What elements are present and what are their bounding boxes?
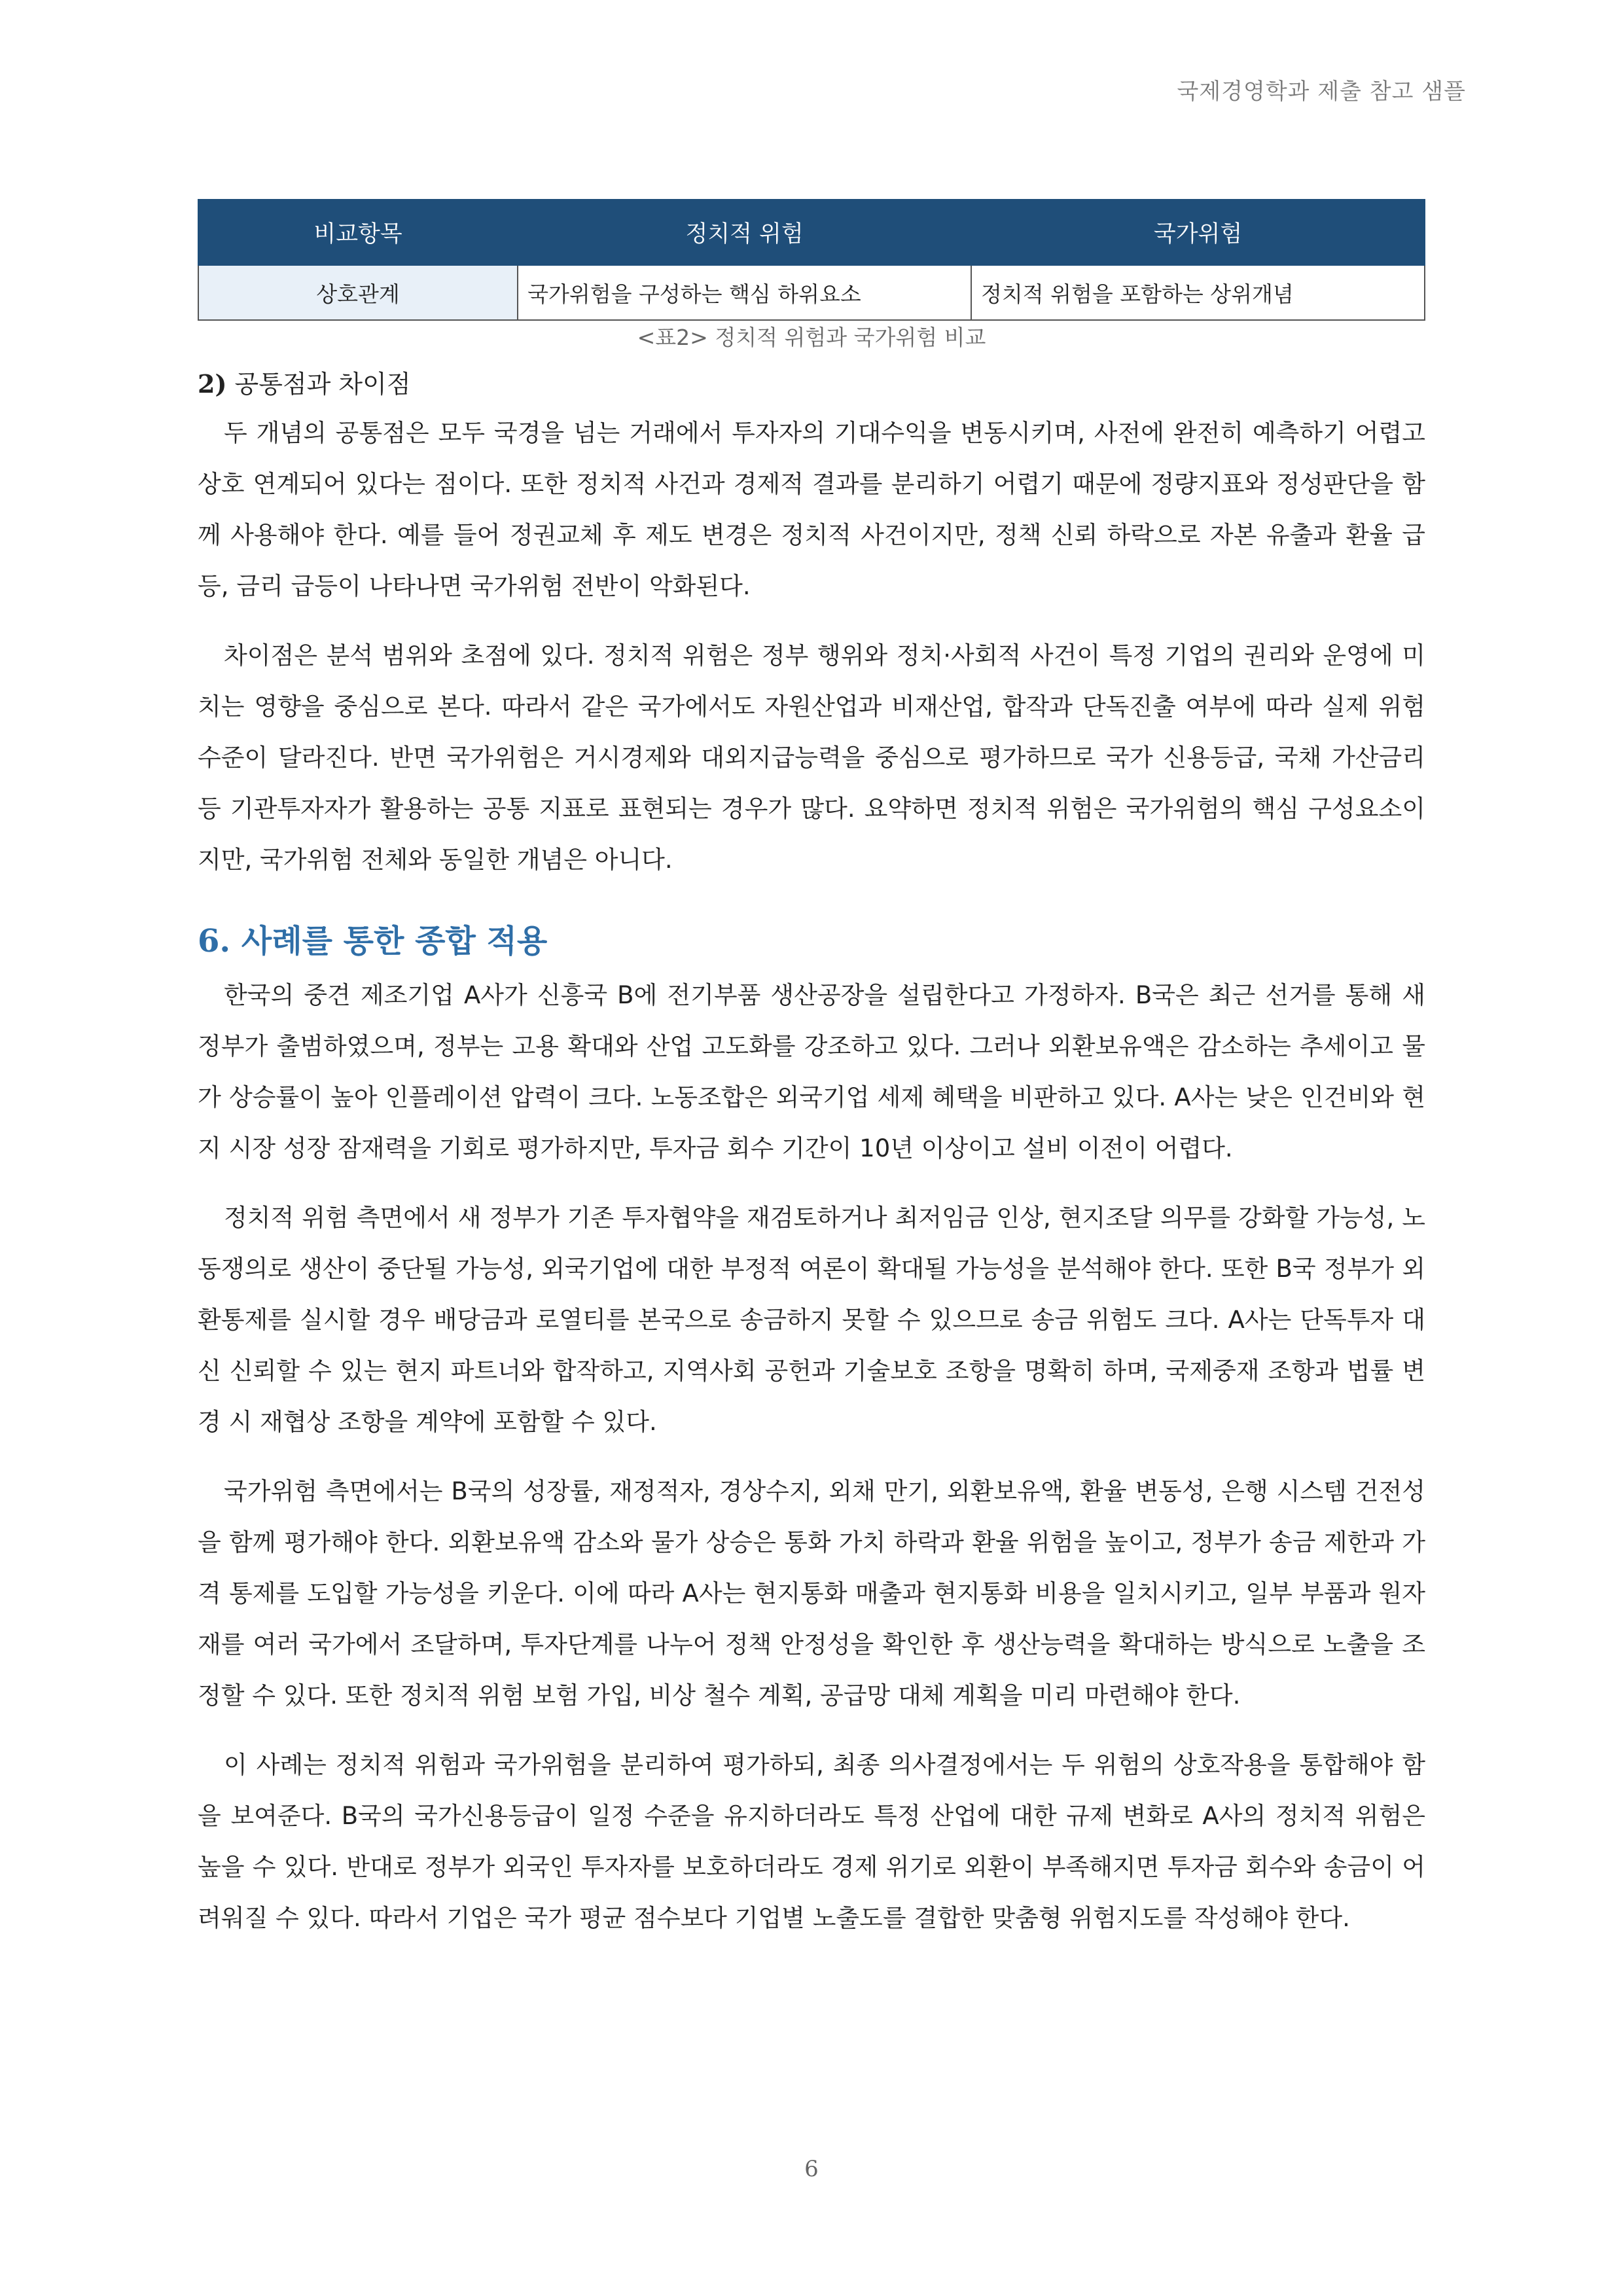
section-heading: [198, 916, 1425, 961]
section-title: 사례를 통한 종합 적용: [241, 923, 548, 960]
table-cell: 국가위험을 구성하는 핵심 하위요소: [518, 265, 971, 320]
table-caption: <표2> 정치적 위험과 국가위험 비교: [637, 325, 986, 350]
paragraph: 이 사례는 정치적 위험과 국가위험을 분리하여 평가하되, 최종 의사결정에서는 두 위험의 상호작용을 통합해야 함을 보여준다. B국의 국가신용등급이 일정 수준을 유지하더라도 특정 산업에 대한 규제 변화로 A사의 정치적 위험은 높을 수 있다. 반대로 정부가 외국인 투자자를 보호하더라도 경제 위기로 외환이 부족해지면 투자금 회수와 송금이 어려워질 수 있다. 따라서 기업은 국가 평균 점수보다 기업별 노출도를 결합한 맞춤형 위험지도를 작성해야 한다.: [198, 1751, 1425, 1932]
document-body: [198, 364, 1425, 1962]
table-cell: 정치적 위험을 포함하는 상위개념: [971, 265, 1425, 320]
paragraph: 차이점은 분석 범위와 초점에 있다. 정치적 위험은 정부 행위와 정치·사회적 사건이 특정 기업의 권리와 운영에 미치는 영향을 중심으로 본다. 따라서 같은 국가에서도 자원산업과 비재산업, 합작과 단독진출 여부에 따라 실제 위험 수준이 달라진다. 반면 국가위험은 거시경제와 대외지급능력을 중심으로 평가하므로 국가 신용등급, 국채 가산금리 등 기관투자자가 활용하는 공통 지표로 표현되는 경우가 많다. 요약하면 정치적 위험은 국가위험의 핵심 구성요소이지만, 국가위험 전체와 동일한 개념은 아니다.: [198, 641, 1425, 874]
comparison-table: [198, 199, 1425, 321]
table-header-cell: 정치적 위험: [518, 200, 971, 265]
paragraph: 두 개념의 공통점은 모두 국경을 넘는 거래에서 투자자의 기대수익을 변동시키며, 사전에 완전히 예측하기 어렵고 상호 연계되어 있다는 점이다. 또한 정치적 사건과 경제적 결과를 분리하기 어렵기 때문에 정량지표와 정성판단을 함께 사용해야 한다. 예를 들어 정권교체 후 제도 변경은 정치적 사건이지만, 정책 신뢰 하락으로 자본 유출과 환율 급등, 금리 급등이 나타나면 국가위험 전반이 악화된다.: [198, 419, 1425, 600]
paragraph: 한국의 중견 제조기업 A사가 신흥국 B에 전기부품 생산공장을 설립한다고 가정하자. B국은 최근 선거를 통해 새 정부가 출범하였으며, 정부는 고용 확대와 산업 고도화를 강조하고 있다. 그러나 외환보유액은 감소하는 추세이고 물가 상승률이 높아 인플레이션 압력이 크다. 노동조합은 외국기업 세제 혜택을 비판하고 있다. A사는 낮은 인건비와 현지 시장 성장 잠재력을 기회로 평가하지만, 투자금 회수 기간이 10년 이상이고 설비 이전이 어렵다.: [198, 981, 1425, 1162]
paragraph: 국가위험 측면에서는 B국의 성장률, 재정적자, 경상수지, 외채 만기, 외환보유액, 환율 변동성, 은행 시스템 건전성을 함께 평가해야 한다. 외환보유액 감소와 물가 상승은 통화 가치 하락과 환율 위험을 높이고, 정부가 송금 제한과 가격 통제를 도입할 가능성을 키운다. 이에 따라 A사는 현지통화 매출과 현지통화 비용을 일치시키고, 일부 부품과 원자재를 여러 국가에서 조달하며, 투자단계를 나누어 정책 안정성을 확인한 후 생산능력을 확대하는 방식으로 노출을 조정할 수 있다. 또한 정치적 위험 보험 가입, 비상 철수 계획, 공급망 대체 계획을 미리 마련해야 한다.: [198, 1477, 1425, 1710]
paragraph: 정치적 위험 측면에서 새 정부가 기존 투자협약을 재검토하거나 최저임금 인상, 현지조달 의무를 강화할 가능성, 노동쟁의로 생산이 중단될 가능성, 외국기업에 대한 부정적 여론이 확대될 가능성을 분석해야 한다. 또한 B국 정부가 외환통제를 실시할 경우 배당금과 로열티를 본국으로 송금하지 못할 수 있으므로 송금 위험도 크다. A사는 단독투자 대신 신뢰할 수 있는 현지 파트너와 합작하고, 지역사회 공헌과 기술보호 조항을 명확히 하며, 국제중재 조항과 법률 변경 시 재협상 조항을 계약에 포함할 수 있다.: [198, 1204, 1425, 1436]
table-header-row: [198, 200, 1425, 265]
running-header: 국제경영학과 제출 참고 샘플: [1177, 79, 1466, 105]
table-header-cell: 비교항목: [198, 200, 518, 265]
subsection-heading: [198, 364, 1425, 400]
table-header-cell: 국가위험: [971, 200, 1425, 265]
subsection-title: 공통점과 차이점: [234, 370, 411, 399]
subsection-number: 2): [198, 369, 227, 399]
section-number: 6.: [198, 923, 231, 960]
page-number: 6: [804, 2156, 819, 2182]
table-cell: 상호관계: [198, 265, 518, 320]
table-row: [198, 265, 1425, 320]
